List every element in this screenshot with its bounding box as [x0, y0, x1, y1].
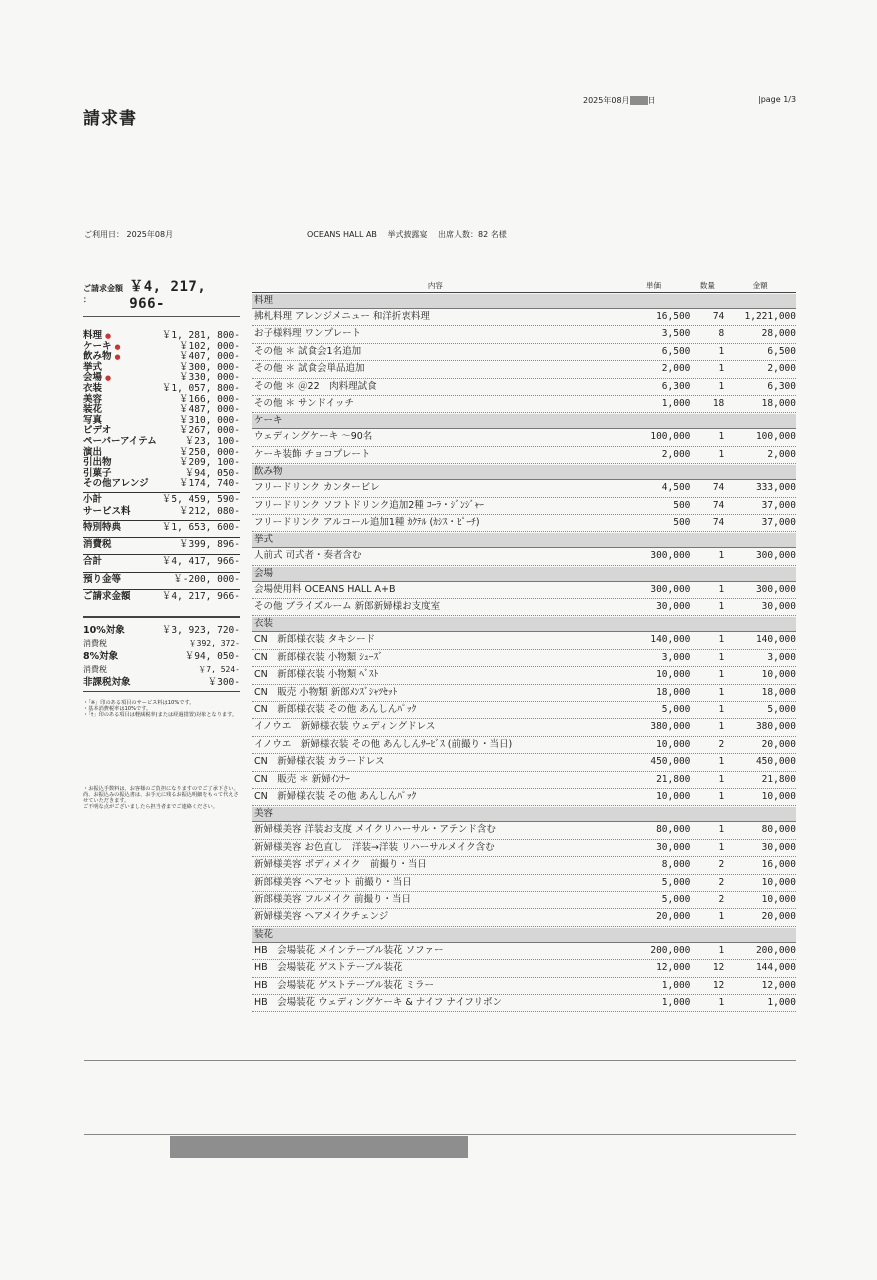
- table-row: [252, 822, 796, 839]
- row-desc: ウェディングケーキ ～90名: [254, 431, 373, 443]
- row-qty: 1: [718, 669, 725, 681]
- issue-date-text: 2025年08月: [583, 96, 630, 105]
- section-header: 挙式: [252, 533, 796, 548]
- service-value: ￥212, 080-: [179, 505, 240, 517]
- summary-item-label-text: 衣装: [83, 382, 103, 394]
- row-price: 100,000: [650, 431, 691, 443]
- row-price: 80,000: [656, 824, 691, 836]
- table-row: [252, 978, 796, 995]
- summary-item-label-text: 料理: [83, 330, 103, 341]
- row-amount: 37,000: [761, 516, 796, 528]
- row-desc: CN 新郎様衣装 小物類 ﾍﾞｽﾄ: [254, 669, 379, 681]
- row-qty: 12: [712, 979, 725, 991]
- table-row: [252, 344, 796, 361]
- row-amount: 200,000: [755, 944, 796, 956]
- summary-item-value: ￥330, 000-: [179, 372, 240, 384]
- row-price: 10,000: [656, 738, 691, 750]
- event-info: OCEANS HALL AB 挙式披露宴 出席人数：82 名様: [307, 230, 507, 239]
- row-qty: 1: [718, 686, 725, 698]
- summary-panel: [83, 276, 240, 692]
- summary-item: [83, 384, 240, 395]
- row-qty: 74: [712, 516, 725, 528]
- row-qty: 74: [712, 499, 725, 511]
- service-label: サービス料: [83, 505, 131, 517]
- row-price: 16,500: [656, 311, 691, 322]
- row-amount: 28,000: [761, 328, 796, 340]
- row-desc: CN 新郎様衣装 その他 あんしんﾊﾟｯｸ: [254, 704, 417, 716]
- row-qty: 1: [718, 363, 725, 375]
- row-amount: 100,000: [755, 431, 796, 443]
- row-qty: 2: [718, 893, 725, 905]
- tax10-row: [83, 624, 240, 637]
- tax-value: ￥399, 896-: [179, 538, 240, 550]
- header-price: 単価: [646, 281, 662, 290]
- table-row: [252, 361, 796, 378]
- table-row: [252, 650, 796, 667]
- row-desc: CN 新婦様衣装 カラードレス: [254, 756, 385, 768]
- summary-item-label-text: ビデオ: [83, 425, 112, 437]
- row-qty: 12: [712, 962, 725, 974]
- row-amount: 380,000: [755, 721, 796, 733]
- row-price: 4,500: [661, 482, 691, 494]
- summary-item-label-text: 演出: [83, 446, 103, 458]
- row-price: 500: [673, 516, 691, 528]
- table-row: [252, 515, 796, 532]
- row-qty: 1: [718, 721, 725, 733]
- row-amount: 80,000: [761, 824, 796, 836]
- summary-item-label-text: 引菓子: [83, 467, 112, 479]
- marker-icon: ●: [114, 342, 121, 351]
- footer-divider-bottom: [84, 1134, 796, 1135]
- row-desc: CN 販売 小物類 新郎ﾒﾝｽﾞｼｬﾂｾｯﾄ: [254, 686, 398, 698]
- row-desc: CN 新郎様衣装 小物類 ｼｭｰｽﾞ: [254, 651, 384, 663]
- tax8-value: ￥94, 050-: [184, 650, 240, 662]
- nontax-label: 非課税対象: [83, 676, 131, 688]
- service-row: [83, 507, 240, 518]
- row-amount: 6,300: [767, 380, 796, 392]
- row-amount: 1,000: [767, 996, 796, 1008]
- table-row: [252, 857, 796, 874]
- row-qty: 1: [718, 773, 725, 785]
- bill2-row: [83, 589, 240, 604]
- row-qty: 1: [718, 790, 725, 802]
- row-desc: 新郎様美容 フルメイク 前撮り・当日: [254, 893, 411, 905]
- row-amount: 10,000: [761, 669, 796, 681]
- row-price: 21,800: [656, 773, 691, 785]
- summary-item-value: ￥174, 740-: [179, 478, 240, 490]
- row-price: 20,000: [656, 911, 691, 923]
- total-value: ￥4, 417, 966-: [161, 555, 240, 567]
- table-row: [252, 840, 796, 857]
- tax8-sub-row: [83, 663, 240, 676]
- row-amount: 450,000: [755, 756, 796, 768]
- section-header: 会場: [252, 567, 796, 582]
- row-amount: 20,000: [761, 911, 796, 923]
- table-row: [252, 754, 796, 771]
- row-qty: 1: [718, 550, 725, 562]
- usage-date: ご利用日： 2025年08月: [84, 230, 174, 239]
- row-price: 380,000: [650, 721, 691, 733]
- row-qty: 1: [718, 448, 725, 460]
- marker-icon: ●: [114, 353, 121, 362]
- subtotal-value: ￥5, 459, 590-: [161, 493, 240, 505]
- row-qty: 1: [718, 841, 725, 853]
- row-qty: 1: [718, 824, 725, 836]
- summary-item-label-text: 挙式: [83, 361, 103, 373]
- row-qty: 1: [718, 911, 725, 923]
- row-price: 1,000: [661, 397, 691, 409]
- table-row: [252, 632, 796, 649]
- table-row: [252, 960, 796, 977]
- summary-item-value: ￥300, 000-: [179, 361, 240, 373]
- deposit-row: [83, 572, 240, 587]
- summary-item-value: ￥1, 281, 800-: [161, 330, 240, 341]
- summary-item-value: ￥23, 100-: [184, 435, 240, 447]
- row-amount: 16,000: [761, 859, 796, 871]
- tax8-sub-value: ￥7, 524-: [198, 664, 240, 674]
- row-price: 200,000: [650, 944, 691, 956]
- row-desc: 新婦様美容 ヘアメイクチェンジ: [254, 911, 389, 923]
- table-row: [252, 480, 796, 497]
- table-header: [252, 280, 796, 293]
- summary-item-label: [83, 479, 149, 490]
- summary-item-label-text: ケーキ: [83, 340, 112, 352]
- tax-label: 消費税: [83, 538, 112, 550]
- tax10-value: ￥3, 923, 720-: [161, 624, 240, 636]
- tax10-sub-value: ￥392, 372-: [188, 638, 240, 648]
- summary-item-value: ￥209, 100-: [179, 457, 240, 469]
- row-desc: 新郎様美容 ヘアセット 前撮り・当日: [254, 876, 412, 888]
- row-amount: 10,000: [761, 790, 796, 802]
- summary-item-value: ￥250, 000-: [179, 446, 240, 458]
- row-amount: 10,000: [761, 876, 796, 888]
- row-desc: 拂札料理 アレンジメニュー 和洋折衷料理: [254, 311, 430, 322]
- bill-total-label: ご請求金額 ：: [83, 284, 123, 304]
- summary-item: [83, 437, 240, 448]
- row-qty: 8: [718, 328, 725, 340]
- total-label: 合計: [83, 555, 103, 567]
- row-desc: イノウエ 新婦様衣装 ウェディングドレス: [254, 721, 436, 733]
- row-price: 3,000: [661, 651, 691, 663]
- nontax-row: [83, 676, 240, 689]
- row-price: 140,000: [650, 634, 691, 646]
- row-amount: 5,000: [767, 704, 796, 716]
- row-desc: その他 ＊ 試食会単品追加: [254, 363, 365, 375]
- tax10-sub-label: 消費税: [83, 638, 107, 648]
- summary-item-label-text: 装花: [83, 404, 103, 416]
- summary-item-value: ￥267, 000-: [179, 425, 240, 437]
- row-amount: 18,000: [761, 397, 796, 409]
- line-items-table: [252, 280, 796, 1012]
- tax-row: [83, 537, 240, 552]
- header-qty: 数量: [699, 281, 715, 290]
- row-desc: イノウエ 新婦様衣装 その他 あんしんｻｰﾋﾞｽ (前撮り・当日): [254, 738, 513, 750]
- row-amount: 3,000: [767, 651, 796, 663]
- row-desc: 人前式 司式者・奏者含む: [254, 550, 362, 562]
- table-row: [252, 326, 796, 343]
- row-qty: 2: [718, 876, 725, 888]
- row-amount: 6,500: [767, 345, 796, 357]
- discount-label: 特別特典: [83, 521, 122, 533]
- subtotal-row: [83, 492, 240, 507]
- row-qty: 2: [718, 859, 725, 871]
- row-price: 2,000: [661, 363, 691, 375]
- discount-row: [83, 520, 240, 535]
- row-desc: CN 新婦様衣装 その他 あんしんﾊﾟｯｸ: [254, 790, 417, 802]
- row-desc: その他 ブライズルーム 新郎新婦様お支度室: [254, 601, 441, 613]
- tax10-label: 10%対象: [83, 624, 125, 636]
- tax8-row: [83, 650, 240, 663]
- summary-item-label-text: ペーパーアイテム: [83, 435, 157, 447]
- row-desc: 新婦様美容 お色直し 洋装→洋装 リハーサルメイク含む: [254, 841, 495, 853]
- issue-date: [583, 95, 656, 106]
- summary-item-label-text: 飲み物: [83, 351, 112, 363]
- row-desc: 会場使用料 OCEANS HALL A+B: [254, 583, 396, 595]
- row-qty: 1: [718, 651, 725, 663]
- table-row: [252, 737, 796, 754]
- summary-item-label-text: 写真: [83, 414, 103, 426]
- row-amount: 37,000: [761, 499, 796, 511]
- row-price: 2,000: [661, 448, 691, 460]
- marker-icon: ●: [105, 332, 112, 340]
- row-qty: 2: [718, 738, 725, 750]
- section-header: 美容: [252, 807, 796, 822]
- table-row: [252, 548, 796, 565]
- row-price: 5,000: [661, 893, 691, 905]
- table-row: [252, 892, 796, 909]
- summary-item-value: ￥407, 000-: [179, 351, 240, 363]
- row-desc: HB 会場装花 ウェディングケーキ & ナイフ ナイフリボン: [254, 996, 503, 1008]
- row-amount: 300,000: [755, 550, 796, 562]
- row-amount: 30,000: [761, 601, 796, 613]
- marker-icon: ●: [105, 374, 112, 383]
- footer-divider-top: [84, 1060, 796, 1061]
- deposit-value: ￥-200, 000-: [173, 573, 240, 585]
- row-qty: 1: [718, 345, 725, 357]
- row-price: 1,000: [661, 996, 691, 1008]
- row-price: 30,000: [656, 601, 691, 613]
- row-qty: 1: [718, 601, 725, 613]
- document-title: 請求書: [83, 109, 137, 129]
- bill2-value: ￥4, 217, 966-: [161, 590, 240, 602]
- redacted-block: [170, 1136, 468, 1158]
- row-price: 6,500: [661, 345, 691, 357]
- row-desc: 新婦様美容 ボディメイク 前撮り・当日: [254, 859, 427, 871]
- table-row: [252, 447, 796, 464]
- row-price: 8,000: [661, 859, 691, 871]
- summary-item-value: ￥94, 050-: [184, 467, 240, 479]
- row-amount: 140,000: [755, 634, 796, 646]
- table-row: [252, 429, 796, 446]
- table-row: [252, 379, 796, 396]
- table-row: [252, 702, 796, 719]
- summary-item-label-text: その他アレンジ: [83, 478, 149, 490]
- row-price: 500: [673, 499, 691, 511]
- notes-transfer: ・お振込手数料は、お客様のご負担になりますのでご了承下さい。 尚、お振込みの振込書は、お手元に残るお振込明細をもって代えさせていただきます。 ご不明な点がございましたら担当者までご連絡ください。: [83, 786, 239, 810]
- row-qty: 1: [718, 380, 725, 392]
- header-amount: 金額: [752, 281, 768, 290]
- bill-total: [83, 276, 240, 317]
- section-header: 料理: [252, 294, 796, 309]
- header-desc: 内容: [427, 281, 443, 290]
- table-body: [252, 294, 796, 1012]
- row-qty: 74: [712, 482, 725, 494]
- row-price: 18,000: [656, 686, 691, 698]
- table-row: [252, 396, 796, 413]
- summary-item-value: ￥310, 000-: [179, 414, 240, 426]
- table-row: [252, 685, 796, 702]
- row-desc: CN 販売 ＊ 新婦ｲﾝﾅｰ: [254, 773, 350, 785]
- row-qty: 1: [718, 996, 725, 1008]
- bill2-label: ご請求金額: [83, 590, 131, 602]
- row-price: 10,000: [656, 669, 691, 681]
- row-amount: 12,000: [761, 979, 796, 991]
- row-amount: 1,221,000: [744, 311, 796, 322]
- row-price: 1,000: [661, 979, 691, 991]
- tax10-sub-row: [83, 637, 240, 650]
- summary-item-value: ￥166, 000-: [179, 393, 240, 405]
- row-amount: 20,000: [761, 738, 796, 750]
- summary-item-label-text: 会場: [83, 372, 103, 384]
- row-price: 10,000: [656, 790, 691, 802]
- row-amount: 30,000: [761, 841, 796, 853]
- subtotal-label: 小計: [83, 493, 103, 505]
- section-header: 飲み物: [252, 465, 796, 480]
- row-price: 450,000: [650, 756, 691, 768]
- row-amount: 10,000: [761, 893, 796, 905]
- section-header: 衣装: [252, 617, 796, 632]
- deposit-label: 預り金等: [83, 573, 122, 585]
- row-price: 5,000: [661, 704, 691, 716]
- row-qty: 1: [718, 756, 725, 768]
- row-price: 12,000: [656, 962, 691, 974]
- row-qty: 1: [718, 431, 725, 443]
- summary-item-value: ￥1, 057, 800-: [161, 382, 240, 394]
- discount-value: ￥1, 653, 600-: [161, 521, 240, 533]
- table-row: [252, 309, 796, 326]
- table-row: [252, 719, 796, 736]
- issue-date-suffix: 日: [647, 96, 656, 105]
- tax-breakdown: [83, 616, 240, 692]
- row-amount: 18,000: [761, 686, 796, 698]
- table-row: [252, 875, 796, 892]
- table-row: [252, 789, 796, 806]
- table-row: [252, 599, 796, 616]
- table-row: [252, 498, 796, 515]
- row-desc: 新婦様美容 洋装お支度 メイクリハーサル・アテンド含む: [254, 824, 496, 836]
- row-amount: 2,000: [767, 363, 796, 375]
- row-price: 5,000: [661, 876, 691, 888]
- nontax-value: ￥300-: [207, 676, 240, 688]
- row-price: 300,000: [650, 550, 691, 562]
- row-desc: ケーキ装飾 チョコプレート: [254, 448, 371, 460]
- row-qty: 18: [712, 397, 725, 409]
- summary-items: [83, 331, 240, 490]
- tax8-label: 8%対象: [83, 650, 119, 662]
- row-price: 3,500: [661, 328, 691, 340]
- row-desc: HB 会場装花 ゲストテーブル装花 ミラー: [254, 979, 434, 991]
- tax8-sub-label: 消費税: [83, 664, 107, 674]
- table-row: [252, 909, 796, 926]
- row-price: 300,000: [650, 583, 691, 595]
- table-row: [252, 772, 796, 789]
- bill-total-value: ￥4, 217, 966-: [129, 279, 207, 312]
- row-price: 6,300: [661, 380, 691, 392]
- row-qty: 1: [718, 704, 725, 716]
- row-amount: 300,000: [755, 583, 796, 595]
- row-desc: その他 ＊ サンドイッチ: [254, 397, 354, 409]
- section-header: 装花: [252, 928, 796, 943]
- row-desc: HB 会場装花 メインテーブル装花 ソファー: [254, 944, 444, 956]
- table-row: [252, 943, 796, 960]
- row-qty: 1: [718, 583, 725, 595]
- row-desc: フリードリンク ソフトドリンク追加2種 ｺｰﾗ・ｼﾞﾝｼﾞｬｰ: [254, 499, 484, 511]
- table-row: [252, 995, 796, 1012]
- summary-item: [83, 479, 240, 490]
- summary-item-value: ￥487, 000-: [179, 404, 240, 416]
- section-header: ケーキ: [252, 414, 796, 429]
- summary-item-value: ￥102, 000-: [179, 340, 240, 352]
- total-row: [83, 554, 240, 569]
- row-desc: その他 ＊ 試食会1名追加: [254, 345, 362, 357]
- table-row: [252, 582, 796, 599]
- redacted-day: [630, 96, 648, 105]
- row-amount: 21,800: [761, 773, 796, 785]
- row-desc: お子様料理 ワンプレート: [254, 328, 362, 340]
- row-qty: 1: [718, 944, 725, 956]
- row-amount: 144,000: [755, 962, 796, 974]
- page-number: |page 1/3: [758, 95, 797, 104]
- summary-item-label-text: 美容: [83, 393, 103, 405]
- row-desc: CN 新郎様衣装 タキシード: [254, 634, 376, 646]
- row-qty: 74: [712, 311, 725, 322]
- row-amount: 333,000: [755, 482, 796, 494]
- row-desc: HB 会場装花 ゲストテーブル装花: [254, 962, 403, 974]
- row-price: 30,000: [656, 841, 691, 853]
- row-desc: フリードリンク カンタービレ: [254, 482, 380, 494]
- summary-item-label-text: 引出物: [83, 457, 112, 469]
- table-row: [252, 667, 796, 684]
- row-amount: 2,000: [767, 448, 796, 460]
- row-desc: その他 ＊ ＠22 肉料理試食: [254, 380, 377, 392]
- notes-service: ・「※」印のある項目のサービス料は10%です。 ・基本消費税率は10%です。 ・「†」印のある項目は軽減税率(または経過措置)対象となります。: [83, 700, 238, 718]
- row-desc: フリードリンク アルコール追加1種 ｶｸﾃﾙ (ｶｼｽ・ﾋﾟｰﾁ): [254, 516, 480, 528]
- row-qty: 1: [718, 634, 725, 646]
